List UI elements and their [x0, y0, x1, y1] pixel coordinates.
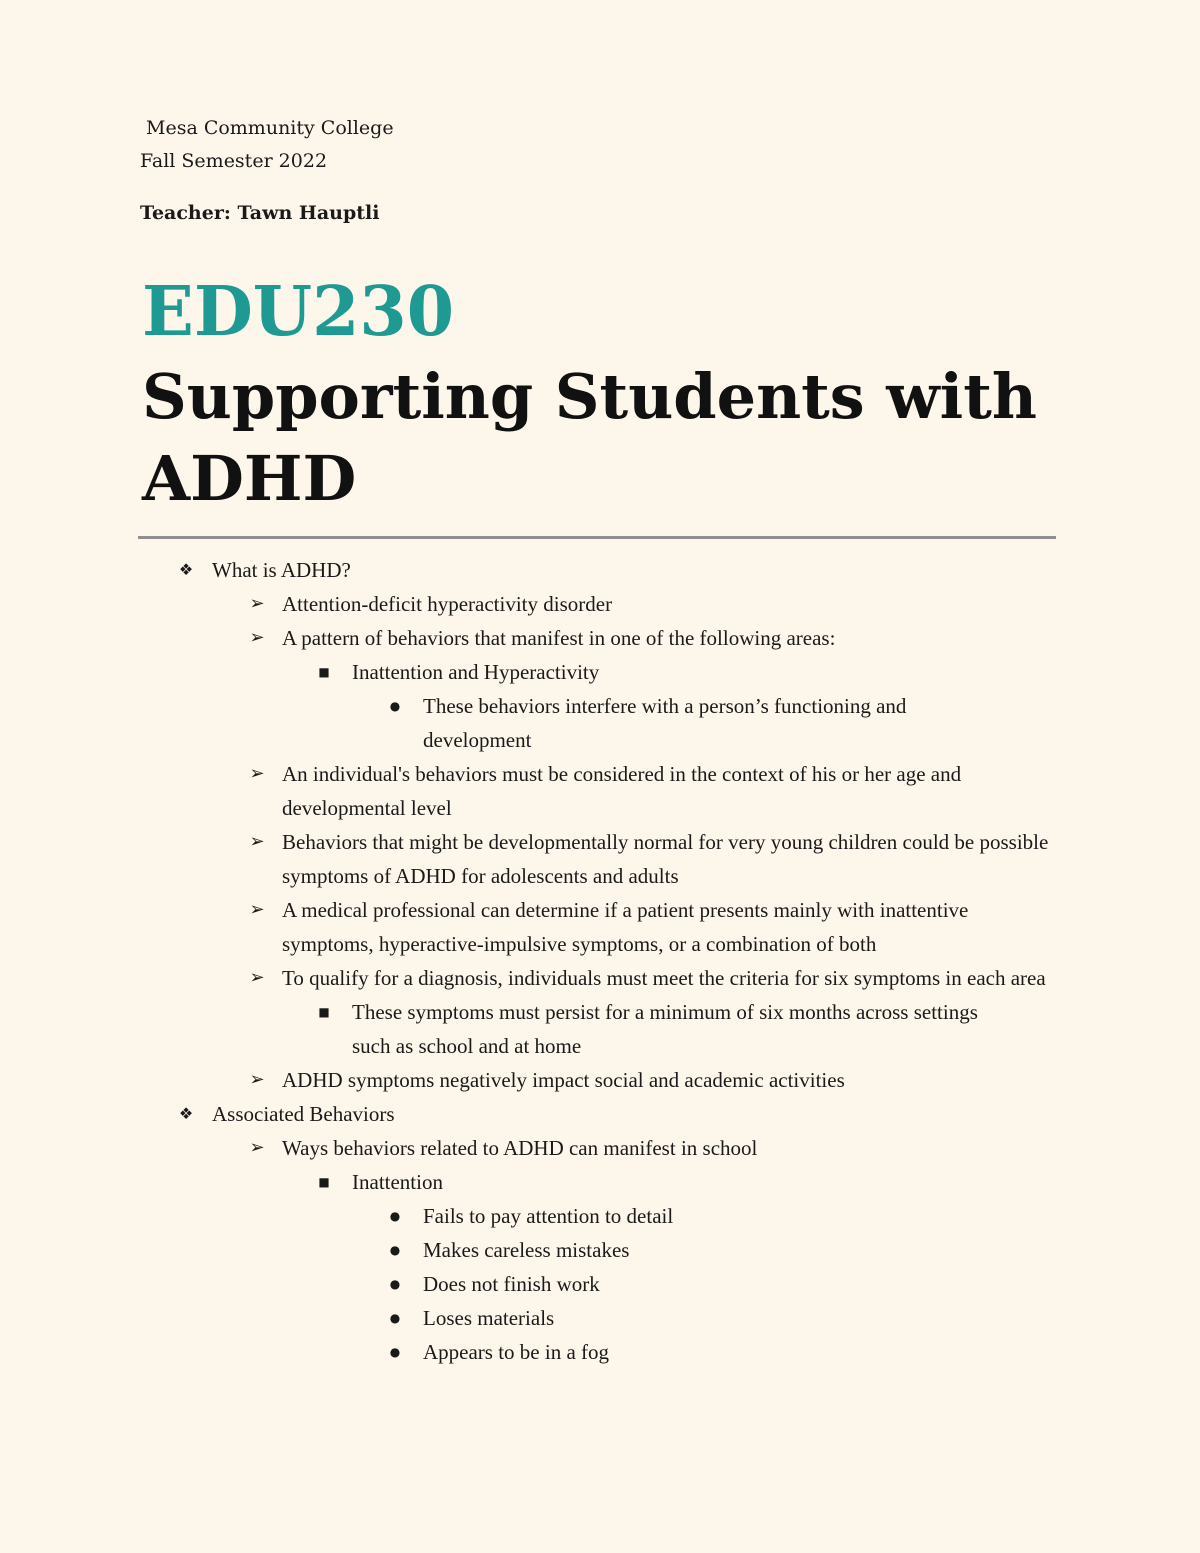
- outline-item-text: Inattention and Hyperactivity: [352, 660, 600, 684]
- arrowhead-bullet-icon: ➢: [249, 593, 265, 614]
- outline-item-text: Makes careless mistakes: [423, 1238, 630, 1262]
- outline-item-text: ADHD symptoms negatively impact social and academic activities: [282, 1068, 845, 1092]
- outline-item-text: Attention-deficit hyperactivity disorder: [282, 592, 613, 616]
- outline-item-text: An individual's behaviors must be considered in the context of his or her age and developmental level: [282, 762, 962, 820]
- outline-item-text: What is ADHD?: [212, 558, 351, 582]
- teacher-name: Teacher: Tawn Hauptli: [140, 202, 380, 224]
- outline-item-level-3: [0, 1165, 992, 1199]
- outline-item-level-4: [0, 1199, 988, 1233]
- round-bullet-icon: ●: [389, 1209, 401, 1223]
- course-title: Supporting Students with ADHD: [142, 360, 1037, 515]
- outline-item-text: To qualify for a diagnosis, individuals must meet the criteria for six symptoms in each area: [282, 966, 1046, 990]
- round-bullet-icon: ●: [389, 1345, 401, 1359]
- outline-item-level-2: [0, 1131, 1057, 1165]
- outline-item-level-2: [0, 961, 1057, 995]
- outline-item-level-4: [0, 1267, 988, 1301]
- college-name: Mesa Community College: [146, 117, 394, 139]
- round-bullet-icon: ●: [389, 1311, 401, 1325]
- title-divider: [138, 536, 1056, 539]
- outline-item-level-2: [0, 825, 1057, 893]
- outline-item-text: Fails to pay attention to detail: [423, 1204, 674, 1228]
- diamond-bullet-icon: ❖: [178, 1104, 194, 1123]
- arrowhead-bullet-icon: ➢: [249, 831, 265, 852]
- arrowhead-bullet-icon: ➢: [249, 627, 265, 648]
- round-bullet-icon: ●: [389, 699, 401, 713]
- outline-item-level-1: [0, 1097, 1057, 1131]
- outline-item-text: A medical professional can determine if a patient presents mainly with inattentive symptoms, hyperactive-impulsive symptoms, or a combination of both: [282, 898, 969, 956]
- outline-item-text: Loses materials: [423, 1306, 555, 1330]
- outline-item-text: Appears to be in a fog: [423, 1340, 610, 1364]
- outline-item-level-3: [0, 995, 992, 1063]
- outline-item-level-2: [0, 893, 1057, 961]
- outline-item-level-1: [0, 553, 1057, 587]
- outline-item-level-3: [0, 655, 992, 689]
- outline-item-text: Does not finish work: [423, 1272, 600, 1296]
- round-bullet-icon: ●: [389, 1243, 401, 1257]
- outline-item-level-2: [0, 621, 1057, 655]
- outline-item-text: Associated Behaviors: [212, 1102, 395, 1126]
- outline-item-level-4: [0, 1301, 988, 1335]
- outline-item-level-2: [0, 757, 1057, 825]
- outline-item-level-4: [0, 1233, 988, 1267]
- semester-label: Fall Semester 2022: [140, 150, 328, 172]
- course-code: EDU230: [142, 272, 455, 352]
- notes-outline: [0, 553, 1200, 1369]
- arrowhead-bullet-icon: ➢: [249, 1069, 265, 1090]
- round-bullet-icon: ●: [389, 1277, 401, 1291]
- outline-item-level-2: [0, 1063, 1057, 1097]
- outline-item-text: These behaviors interfere with a person’s functioning and development: [423, 694, 907, 752]
- outline-item-text: Inattention: [352, 1170, 443, 1194]
- outline-item-level-4: [0, 689, 988, 757]
- outline-item-level-2: [0, 587, 1057, 621]
- arrowhead-bullet-icon: ➢: [249, 763, 265, 784]
- outline-item-text: These symptoms must persist for a minimum of six months across settings such as school and at home: [352, 1000, 978, 1058]
- square-bullet-icon: ■: [318, 665, 330, 679]
- outline-item-text: Ways behaviors related to ADHD can manifest in school: [282, 1136, 758, 1160]
- arrowhead-bullet-icon: ➢: [249, 967, 265, 988]
- outline-item-level-4: [0, 1335, 988, 1369]
- square-bullet-icon: ■: [318, 1175, 330, 1189]
- square-bullet-icon: ■: [318, 1005, 330, 1019]
- arrowhead-bullet-icon: ➢: [249, 899, 265, 920]
- arrowhead-bullet-icon: ➢: [249, 1137, 265, 1158]
- outline-item-text: Behaviors that might be developmentally normal for very young children could be possible symptoms of ADHD for adolescents and adults: [282, 830, 1049, 888]
- outline-item-text: A pattern of behaviors that manifest in one of the following areas:: [282, 626, 836, 650]
- diamond-bullet-icon: ❖: [178, 560, 194, 579]
